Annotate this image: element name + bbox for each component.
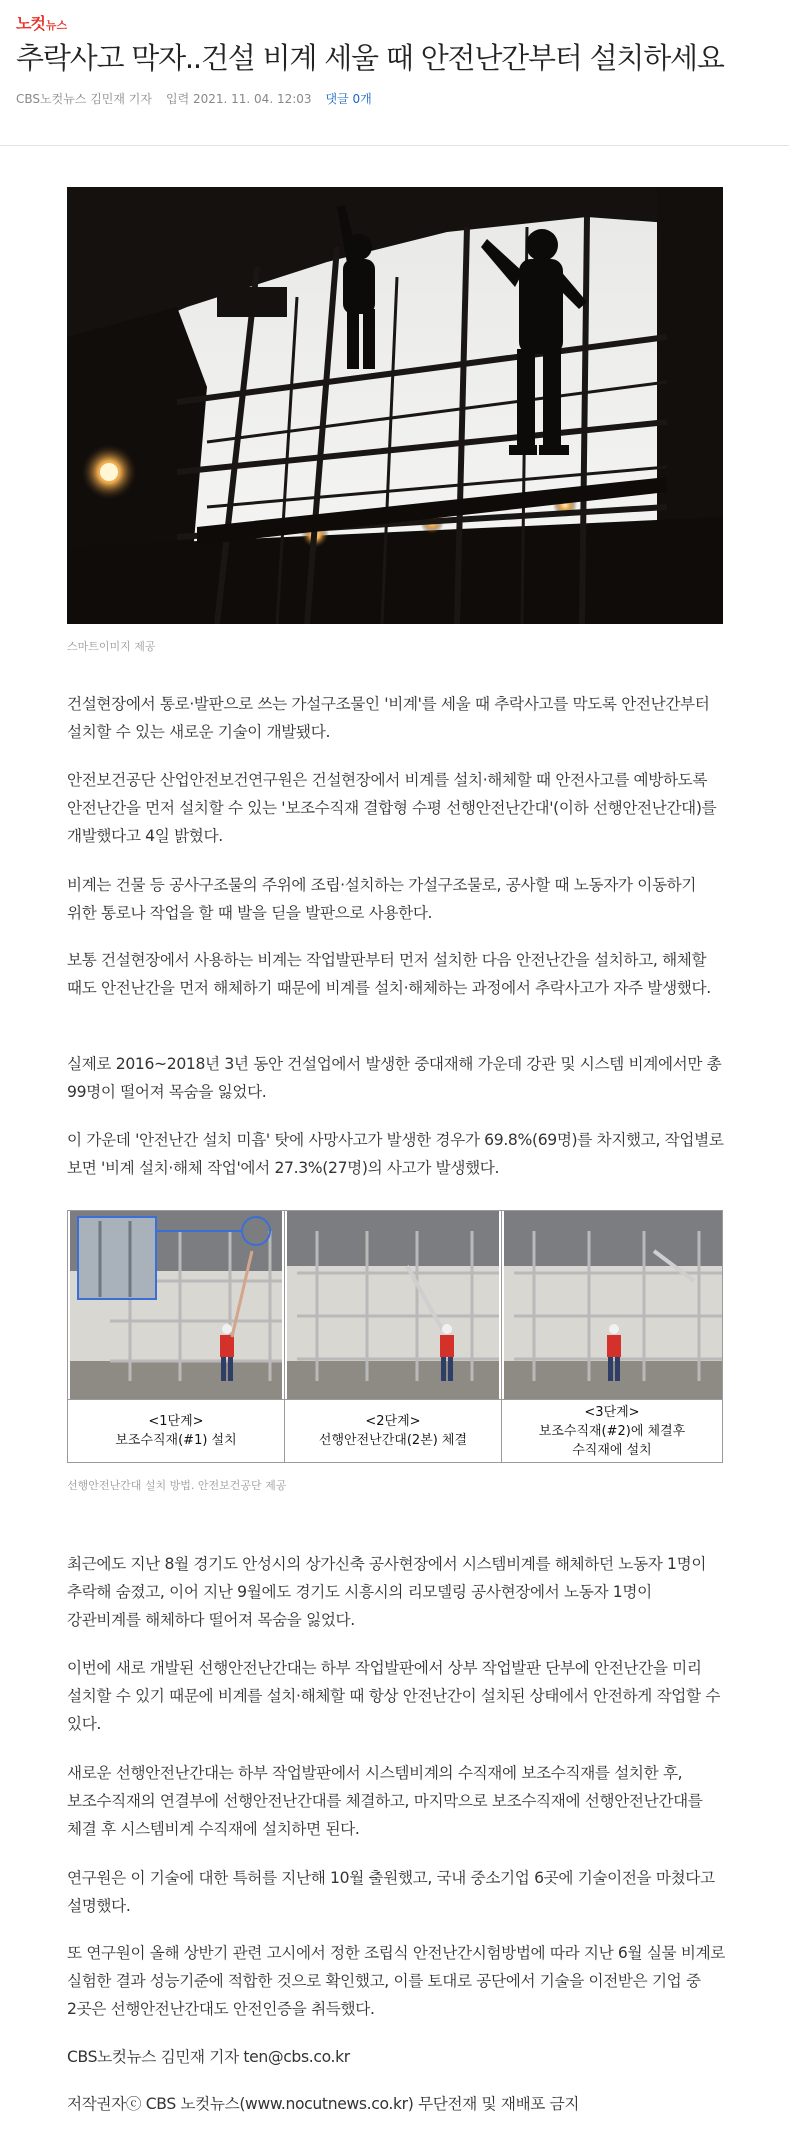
paragraph: 또 연구원이 올해 상반기 관련 고시에서 정한 조립식 안전난간시험방법에 따라 지난 6월 실물 비계로 실험한 결과 성능기준에 적합한 것으로 확인했고, 이를 토대로 공단에서 기술을 이전받은 기업 중 2곳은 선행안전난간대도 안전인증을 취득했다. — [67, 1944, 726, 2018]
article-date: 입력 2021. 11. 04. 12:03 — [165, 92, 312, 106]
step1-photo — [70, 1211, 282, 1399]
article-byline: CBS노컷뉴스 김민재 기자 ten@cbs.co.kr — [67, 2048, 350, 2066]
paragraph: 비계는 건물 등 공사구조물의 주위에 조립·설치하는 가설구조물로, 공사할 때 노동자가 이동하기 위한 통로나 작업을 할 때 발을 딛을 발판으로 사용한다. — [67, 876, 697, 922]
paragraph: 연구원은 이 기술에 대한 특허를 지난해 10월 출원했고, 국내 중소기업 6곳에 기술이전을 마쳤다고 설명했다. — [67, 1869, 715, 1915]
installation-steps-figure — [67, 1210, 723, 1463]
article-source: CBS노컷뉴스 김민재 기자 — [16, 92, 152, 106]
figure2-caption: 선행안전난간대 설치 방법. 안전보건공단 제공 — [67, 1479, 287, 1492]
logo-main-text: 노컷 — [16, 14, 45, 33]
paragraph: 이 가운데 '안전난간 설치 미흡' 탓에 사망사고가 발생한 경우가 69.8%(69명)를 차지했고, 작업별로 보면 '비계 설치·해체 작업'에서 27.3%(27명)의 사고가 발생했다. — [67, 1131, 724, 1177]
article-meta — [16, 90, 372, 107]
header-divider — [0, 145, 789, 146]
paragraph: 실제로 2016~2018년 3년 동안 건설업에서 발생한 중대재해 가운데 강관 및 시스템 비계에서만 총 99명이 떨어져 목숨을 잃었다. — [67, 1055, 722, 1101]
comments-link[interactable]: 댓글 0개 — [325, 92, 372, 106]
step1-label: <1단계> 보조수직재(#1) 설치 — [68, 1399, 284, 1462]
site-logo[interactable] — [16, 10, 67, 32]
step2-scaffold-illustration — [287, 1211, 499, 1399]
article-headline: 추락사고 막자..건설 비계 세울 때 안전난간부터 설치하세요 — [16, 41, 724, 75]
scaffolding-workers-illustration — [67, 187, 723, 624]
paragraph: 건설현장에서 통로·발판으로 쓰는 가설구조물인 '비계'를 세울 때 추락사고를 막도록 안전난간부터 설치할 수 있는 새로운 기술이 개발됐다. — [67, 695, 710, 741]
step3-photo — [504, 1211, 722, 1399]
step3-scaffold-illustration — [504, 1211, 722, 1399]
step1-scaffold-illustration — [70, 1211, 282, 1399]
step3-label: <3단계> 보조수직재(#2)에 체결후 수직재에 설치 — [502, 1399, 722, 1462]
step2-photo — [287, 1211, 499, 1399]
logo-sub-text: 뉴스 — [45, 19, 68, 32]
copyright-notice: 저작권자ⓒ CBS 노컷뉴스(www.nocutnews.co.kr) 무단전재 및 재배포 금지 — [67, 2095, 580, 2113]
paragraph: 보통 건설현장에서 사용하는 비계는 작업발판부터 먼저 설치한 다음 안전난간을 설치하고, 해체할 때도 안전난간을 먼저 해체하기 때문에 비계를 설치·해체하는 과정에서 추락사고가 자주 발생했다. — [67, 951, 711, 997]
photo1-caption: 스마트이미지 제공 — [67, 640, 156, 653]
scaffolding-workers-photo — [67, 187, 723, 624]
paragraph: 새로운 선행안전난간대는 하부 작업발판에서 시스템비계의 수직재에 보조수직재를 설치한 후, 보조수직재의 연결부에 선행안전난간대를 체결하고, 마지막으로 보조수직재에 선행안전난간대를 체결 후 시스템비계 수직재에 설치하면 된다. — [67, 1764, 703, 1838]
step2-label: <2단계> 선행안전난간대(2본) 체결 — [285, 1399, 501, 1462]
paragraph: 안전보건공단 산업안전보건연구원은 건설현장에서 비계를 설치·해체할 때 안전사고를 예방하도록 안전난간을 먼저 설치할 수 있는 '보조수직재 결합형 수평 선행안전난간대'(이하 선행안전난간대)를 개발했다고 4일 밝혔다. — [67, 771, 717, 845]
paragraph: 이번에 새로 개발된 선행안전난간대는 하부 작업발판에서 상부 작업발판 단부에 안전난간을 미리 설치할 수 있기 때문에 비계를 설치·해체할 때 항상 안전난간이 설치된 상태에서 안전하게 작업할 수 있다. — [67, 1659, 721, 1733]
paragraph: 최근에도 지난 8월 경기도 안성시의 상가신축 공사현장에서 시스템비계를 해체하던 노동자 1명이 추락해 숨졌고, 이어 지난 9월에도 경기도 시흥시의 리모델링 공사현장에서 노동자 1명이 강관비계를 해체하다 떨어져 목숨을 잃었다. — [67, 1555, 707, 1629]
